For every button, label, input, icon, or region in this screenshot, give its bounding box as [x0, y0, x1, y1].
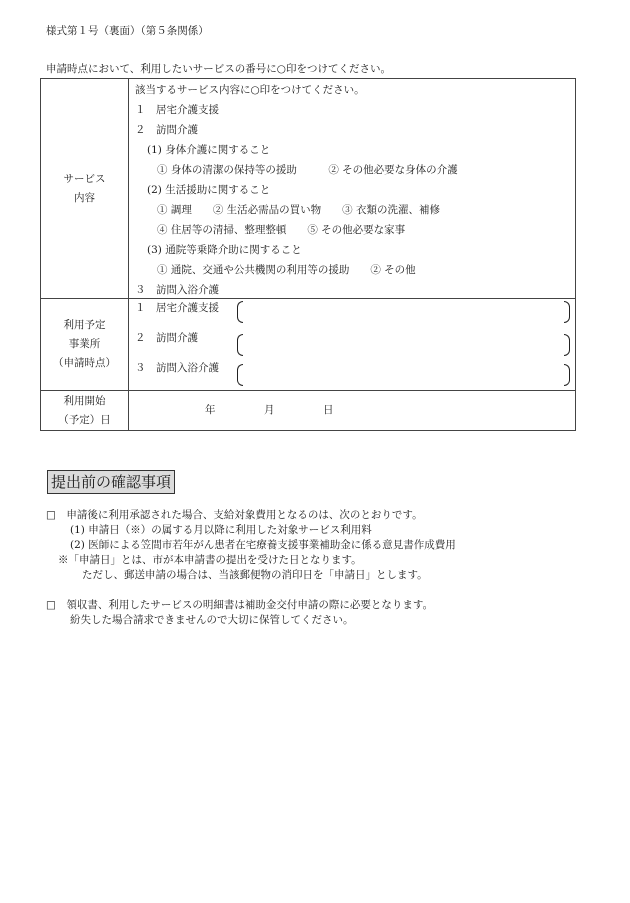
- service-home-bathing[interactable]: ３ 訪問入浴介護: [135, 284, 219, 296]
- service-content-header: サービス 内容: [63, 173, 106, 204]
- provider-input-bathing-end[interactable]: [564, 364, 570, 386]
- date-year-label[interactable]: 年: [205, 404, 216, 416]
- confirmation-subitem-2: (2) 医師による笠間市若年がん患者在宅療養支援事業補助金に係る意見書作成費用: [70, 539, 456, 551]
- living-support-options-1[interactable]: ① 調理 ② 生活必需品の買い物 ③ 衣類の洗濯、補修: [157, 204, 441, 216]
- date-day-label[interactable]: 日: [323, 404, 334, 416]
- living-support-options-2[interactable]: ④ 住居等の清掃、整理整頓 ⑤ その他必要な家事: [157, 224, 406, 236]
- provider-input-home-care-end[interactable]: [564, 301, 570, 323]
- table-row-divider: [41, 298, 575, 299]
- confirmation-note-detail: ただし、郵送申請の場合は、当該郵便物の消印日を「申請日」とします。: [82, 569, 428, 581]
- confirmation-subitem-1: (1) 申請日（※）の属する月以降に利用した対象サービス利用料: [70, 524, 372, 536]
- provider-label-visit-care: ２ 訪問介護: [135, 332, 198, 344]
- confirmation-title: 提出前の確認事項: [47, 470, 175, 494]
- living-support-heading[interactable]: (2) 生活援助に関すること: [147, 184, 271, 196]
- transport-assist-options[interactable]: ① 通院、交通や公共機関の利用等の援助 ② その他: [157, 264, 416, 276]
- confirmation-item-2-detail: 紛失した場合請求できませんので大切に保管してください。: [70, 614, 354, 626]
- physical-care-heading[interactable]: (1) 身体介護に関すること: [147, 144, 271, 156]
- service-instruction: 該当するサービス内容に○印をつけてください。: [135, 84, 365, 96]
- table-column-divider: [128, 79, 129, 430]
- provider-header: 利用予定 事業所 （申請時点）: [53, 319, 116, 369]
- service-form-table: [40, 78, 576, 431]
- provider-input-visit-care-end[interactable]: [564, 334, 570, 356]
- provider-input-home-care[interactable]: [237, 301, 243, 323]
- confirmation-item-2[interactable]: □ 領収書、利用したサービスの明細書は補助金交付申請の際に必要となります。: [46, 599, 434, 611]
- form-number: 様式第１号（裏面）（第５条関係）: [46, 25, 209, 37]
- provider-input-visit-care[interactable]: [237, 334, 243, 356]
- confirmation-item-1[interactable]: □ 申請後に利用承認された場合、支給対象費用となるのは、次のとおりです。: [46, 509, 423, 521]
- table-row-divider: [41, 390, 575, 391]
- service-home-visit-care[interactable]: ２ 訪問介護: [135, 124, 198, 136]
- service-home-care-support[interactable]: １ 居宅介護支援: [135, 104, 219, 116]
- provider-input-bathing[interactable]: [237, 364, 243, 386]
- physical-care-options[interactable]: ① 身体の清潔の保持等の援助 ② その他必要な身体の介護: [157, 164, 458, 176]
- confirmation-note: ※「申請日」とは、市が本申請書の提出を受けた日となります。: [58, 554, 362, 566]
- start-date-header: 利用開始 （予定）日: [58, 395, 111, 426]
- provider-label-bathing: ３ 訪問入浴介護: [135, 362, 219, 374]
- transport-assist-heading[interactable]: (3) 通院等乗降介助に関すること: [147, 244, 302, 256]
- date-month-label[interactable]: 月: [264, 404, 275, 416]
- instruction-text: 申請時点において、利用したいサービスの番号に○印をつけてください。: [46, 63, 391, 75]
- provider-label-home-care: １ 居宅介護支援: [135, 302, 219, 314]
